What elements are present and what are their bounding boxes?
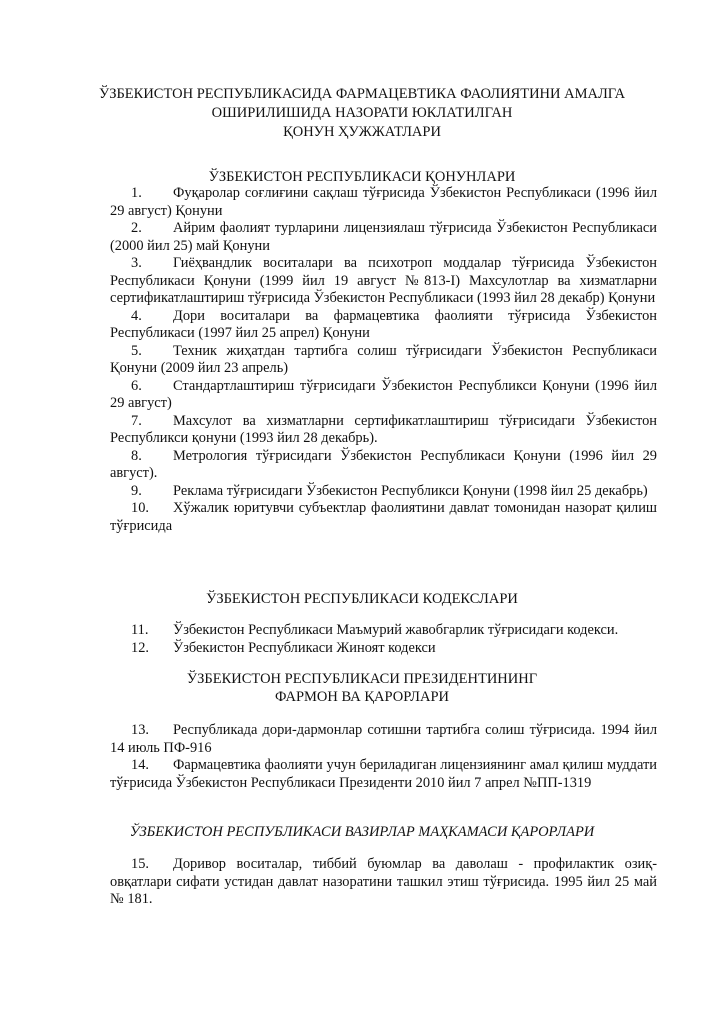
title-line-2: ОШИРИЛИШИДА НАЗОРАТИ ЮКЛАТИЛГАН [211,105,513,121]
list-item: 3. Гиёҳвандлик воситалари ва психотроп моддалар тўғрисида Ўзбекистон Республикаси Қонуни (1999 йил 19 август №813-I) Махсулотлар ва хизматларни сертификатлаштириш тўғрисида Ўзбекистон Республикаси (1993 йил 28 декабр) Қонуни [110,255,657,306]
document-title [60,85,664,142]
list-item: 7. Махсулот ва хизматларни сертификатлаштириш тўғрисидаги Ўзбекистон Республикси қонуни (1993 йил 28 декабрь). [110,412,657,446]
cabinet-resolutions-list [110,856,657,909]
list-item: 8. Метрология тўғрисидаги Ўзбекистон Республикаси Қонуни (1996 йил 29 август). [110,447,657,481]
section-heading-president [60,670,664,706]
list-item: 14. Фармацевтика фаолияти учун бериладиган лицензиянинг амал қилиш муддати тўғрисида Ўзбекистон Республикаси Президенти 2010 йил 7 апрел №ПП-1319 [110,757,657,791]
list-item: 10. Хўжалик юритувчи субъектлар фаолиятини давлат томонидан назорат қилиш тўғрисида [110,500,657,534]
title-line-1: ЎЗБЕКИСТОН РЕСПУБЛИКАСИДА ФАРМАЦЕВТИКА ФАОЛИЯТИНИ АМАЛГА [98,86,626,102]
heading-line-2: ФАРМОН ВА ҚАРОРЛАРИ [274,689,450,705]
list-item: 12. Ўзбекистон Республикаси Жиноят кодекси [131,639,436,656]
list-item: 5. Техник жиҳатдан тартибга солиш тўғрисидаги Ўзбекистон Республикаси Қонуни (2009 йил 23 апрель) [110,342,657,376]
list-item: 6. Стандартлаштириш тўғрисидаги Ўзбекистон Республикси Қонуни (1996 йил 29 август) [110,377,657,411]
list-item: 1. Фуқаролар соғлиғини сақлаш тўғрисида Ўзбекистон Республикаси (1996 йил 29 август) Қонуни [110,185,657,219]
list-item: 15. Доривор воситалар, тиббий буюмлар ва даволаш - профилактик озиқ-овқатлари сифати устидан давлат назоратини ташкил этиш тўғрисида. 1995 йил 25 май № 181. [110,856,657,907]
president-decrees-list [110,722,657,792]
title-line-3: ҚОНУН ҲУЖЖАТЛАРИ [283,124,441,140]
list-item: 13. Республикада дори-дармонлар сотишни тартибга солиш тўғрисида. 1994 йил 14 июль ПФ-916 [110,722,657,756]
section-heading-codes: ЎЗБЕКИСТОН РЕСПУБЛИКАСИ КОДЕКСЛАРИ [206,591,518,607]
codes-list [110,622,657,657]
list-item: 2. Айрим фаолият турларини лицензиялаш тўғрисида Ўзбекистон Республикаси (2000 йил 25) май Қонуни [110,220,657,254]
list-item: 4. Дори воситалари ва фармацевтика фаолияти тўғрисида Ўзбекистон Республикаси (1997 йил 25 апрел) Қонуни [110,307,657,341]
list-item: 9. Реклама тўғрисидаги Ўзбекистон Республикси Қонуни (1998 йил 25 декабрь) [131,482,648,499]
section-heading-cabinet: ЎЗБЕКИСТОН РЕСПУБЛИКАСИ ВАЗИРЛАР МАҲКАМАСИ ҚАРОРЛАРИ [129,824,595,840]
laws-list [110,185,657,535]
heading-line-1: ЎЗБЕКИСТОН РЕСПУБЛИКАСИ ПРЕЗИДЕНТИНИНГ [186,671,538,687]
section-heading-laws: ЎЗБЕКИСТОН РЕСПУБЛИКАСИ ҚОНУНЛАРИ [208,169,516,185]
list-item: 11. Ўзбекистон Республикаси Маъмурий жавобгарлик тўғрисидаги кодекси. [131,622,619,638]
